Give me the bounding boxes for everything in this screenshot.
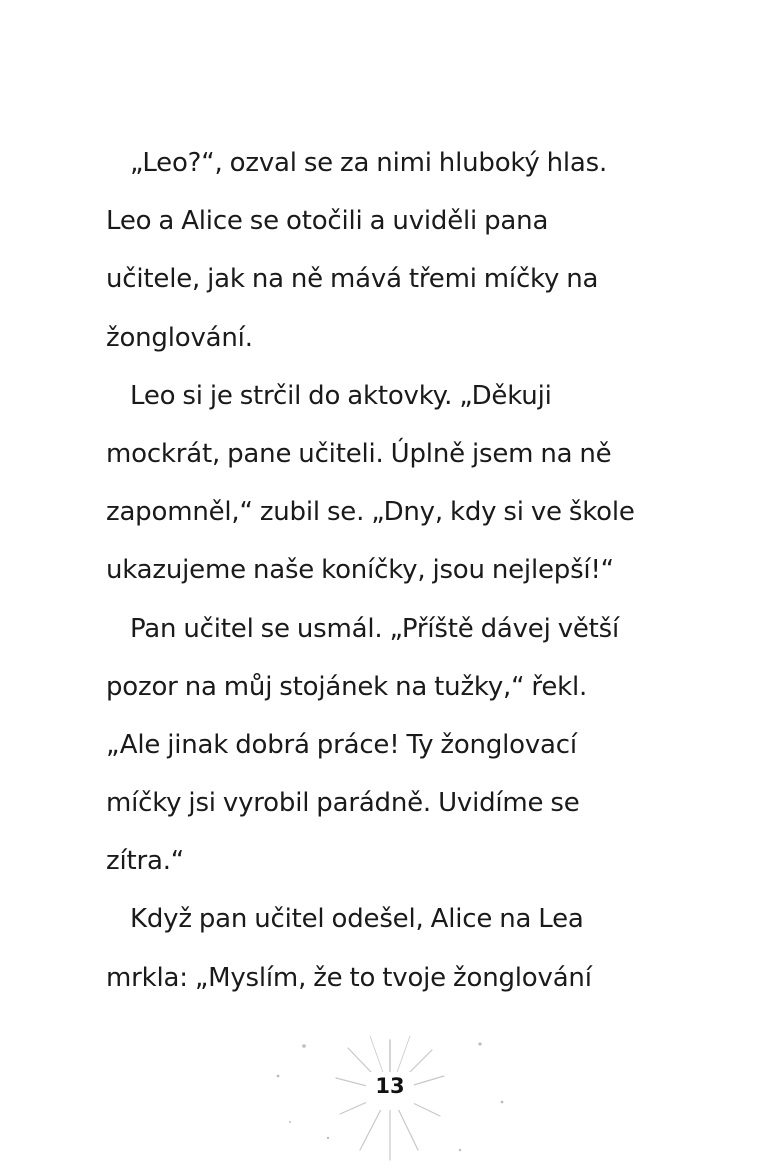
text-line: „Leo?“, ozval se za nimi hluboký hlas. <box>130 148 608 178</box>
text-line: učitele, jak na ně mává třemi míčky na <box>106 264 599 295</box>
text-line: ukazujeme naše koníčky, jsou nejlepší!“ <box>106 555 614 586</box>
text-line: Leo si je strčil do aktovky. „Děkuji <box>130 380 552 411</box>
text-line: zapomněl,“ zubil se. „Dny, kdy si ve škole <box>106 497 635 528</box>
text-line: míčky jsi vyrobil parádně. Uvidíme se <box>106 788 580 819</box>
text-line: žonglování. <box>106 322 253 353</box>
page-footer <box>270 1010 510 1170</box>
text-line: Leo a Alice se otočili a uviděli pana <box>106 206 549 237</box>
text-line: mrkla: „Myslím, že to tvoje žonglování <box>106 962 592 993</box>
text-line: Pan učitel se usmál. „Příště dávej větší <box>130 613 620 644</box>
text-line: mockrát, pane učiteli. Úplně jsem na ně <box>106 438 612 469</box>
text-line: Když pan učitel odešel, Alice na Lea <box>130 904 584 935</box>
page-number: 13 <box>375 1074 405 1098</box>
text-line: zítra.“ <box>106 846 185 877</box>
text-line: „Ale jinak dobrá práce! Ty žonglovací <box>106 729 577 760</box>
text-line: pozor na můj stojánek na tužky,“ řekl. <box>106 671 588 702</box>
body-text <box>106 134 686 1007</box>
